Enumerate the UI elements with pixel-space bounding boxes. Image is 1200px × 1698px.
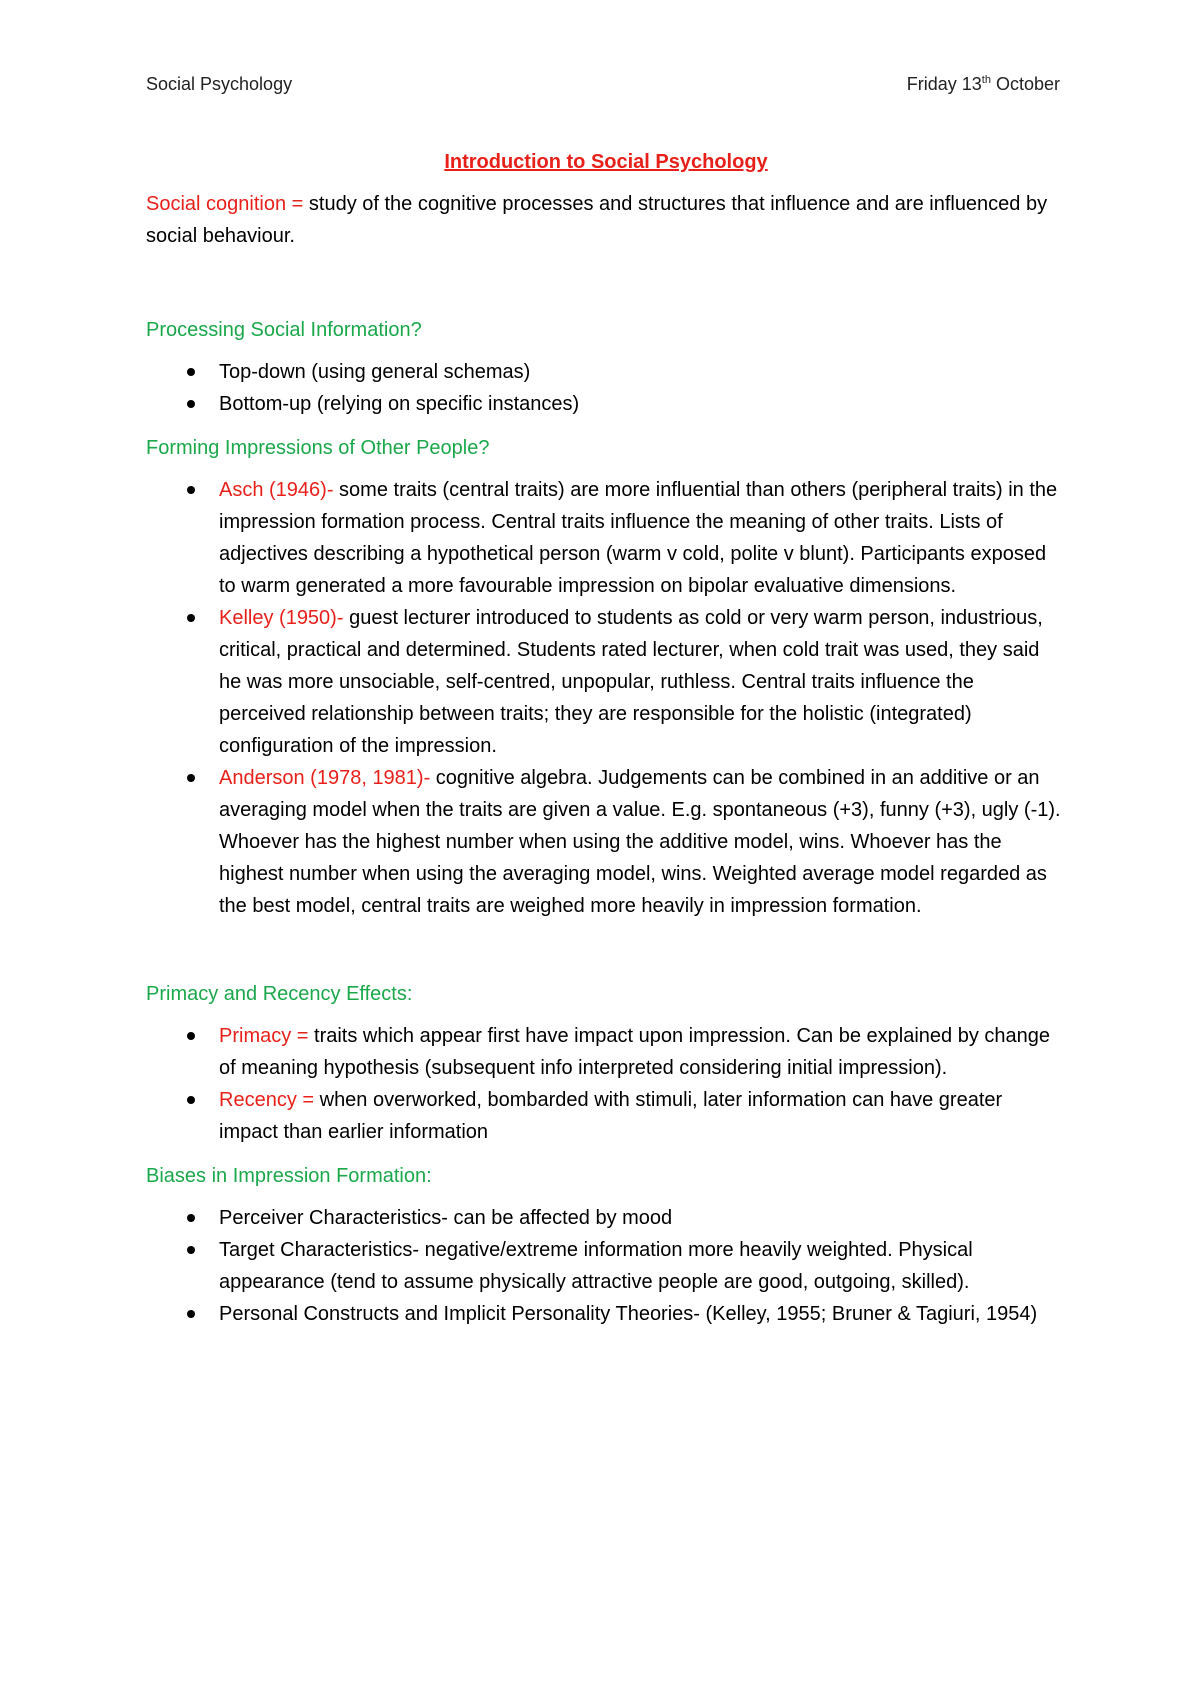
page-title: Introduction to Social Psychology <box>444 151 768 173</box>
document-body <box>146 146 1066 1342</box>
term: Primacy = <box>219 1025 309 1047</box>
list-primacy <box>146 1020 1066 1148</box>
list-item-asch <box>219 474 1066 602</box>
item-text: cognitive algebra. Judgements can be combined in an additive or an averaging model when the traits are given a value. E.g. spontaneous (+3), funny (+3), ugly (-1). Whoever has the highest number when using the additive model, wins. Whoever has the highest number when using the averaging model, wins. Weighted average model regarded as the best model, central traits are weighed more heavily in impression formation. <box>219 767 1061 917</box>
citation: Kelley (1950)- <box>219 607 344 629</box>
list-item-kelley <box>219 602 1066 762</box>
citation: Anderson (1978, 1981)- <box>219 767 431 789</box>
heading-primacy: Primacy and Recency Effects: <box>146 983 413 1005</box>
definition-term: Social cognition = <box>146 193 304 215</box>
heading-processing: Processing Social Information? <box>146 319 422 341</box>
header-date-ordinal: th <box>981 74 991 86</box>
header-date-day: Friday 13 <box>906 74 982 94</box>
item-text: traits which appear first have impact upon impression. Can be explained by change of meaning hypothesis (subsequent info interpreted considering initial impression). <box>219 1025 1050 1079</box>
item-text: when overworked, bombarded with stimuli, later information can have greater impact than earlier information <box>219 1089 1003 1143</box>
list-item: Personal Constructs and Implicit Personality Theories- (Kelley, 1955; Bruner & Tagiuri, 1954) <box>219 1298 1066 1330</box>
list-item-anderson <box>219 762 1066 922</box>
definition-paragraph <box>146 188 1066 252</box>
list-item-recency <box>219 1084 1066 1148</box>
list-item: Target Characteristics- negative/extreme information more heavily weighted. Physical appearance (tend to assume physically attractive people are good, outgoing, skilled). <box>219 1234 1066 1298</box>
heading-forming: Forming Impressions of Other People? <box>146 437 490 459</box>
page-header <box>146 74 1060 95</box>
item-text: some traits (central traits) are more influential than others (peripheral traits) in the impression formation process. Central traits influence the meaning of other traits. Lists of adjectives describing a hypothetical person (warm v cold, polite v blunt). Participants exposed to warm generated a more favourable impression on bipolar evaluative dimensions. <box>219 479 1058 597</box>
list-item: Perceiver Characteristics- can be affected by mood <box>219 1202 1066 1234</box>
definition-text: study of the cognitive processes and structures that influence and are influenced by social behaviour. <box>146 193 1048 247</box>
list-item: Bottom-up (relying on specific instances) <box>219 388 1066 420</box>
citation: Asch (1946)- <box>219 479 334 501</box>
header-date <box>907 74 1060 95</box>
heading-biases: Biases in Impression Formation: <box>146 1165 432 1187</box>
list-item-primacy <box>219 1020 1066 1084</box>
item-text: guest lecturer introduced to students as cold or very warm person, industrious, critical, practical and determined. Students rated lecturer, when cold trait was used, they said he was more unsociable, self-centred, unpopular, ruthless. Central traits influence the perceived relationship between traits; they are responsible for the holistic (integrated) configuration of the impression. <box>219 607 1043 757</box>
list-forming <box>146 474 1066 922</box>
list-processing <box>146 356 1066 420</box>
list-biases <box>146 1202 1066 1330</box>
header-course: Social Psychology <box>146 74 293 94</box>
term: Recency = <box>219 1089 315 1111</box>
header-date-month: October <box>990 74 1060 94</box>
list-item: Top-down (using general schemas) <box>219 356 1066 388</box>
